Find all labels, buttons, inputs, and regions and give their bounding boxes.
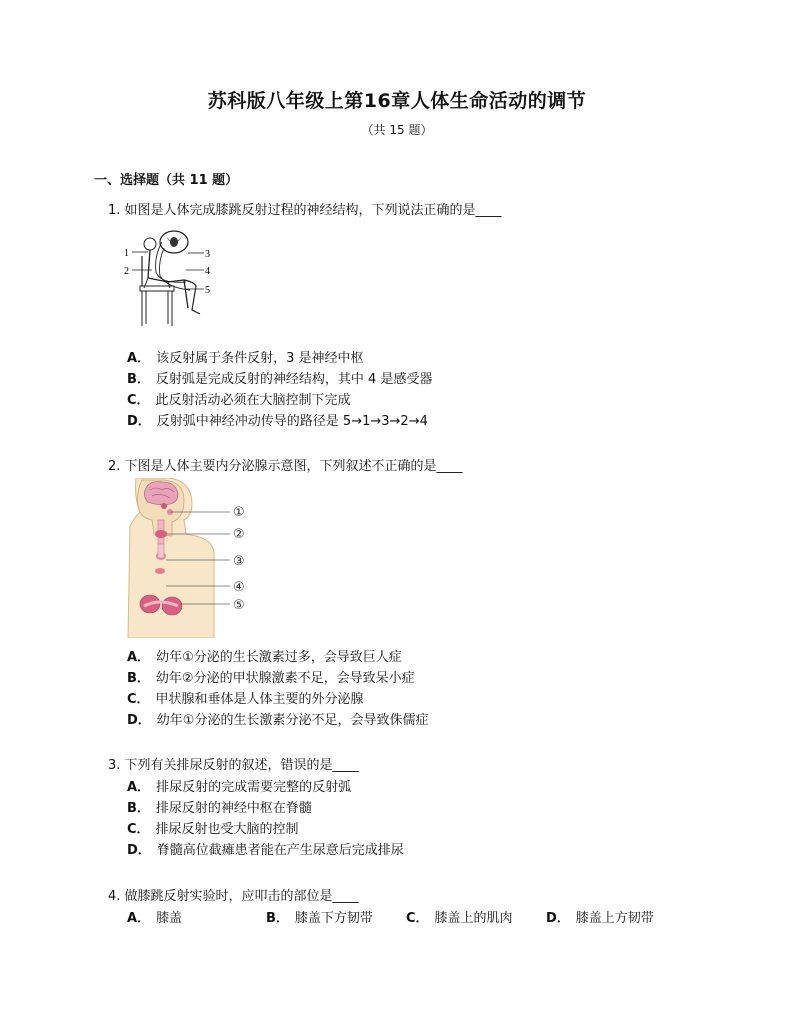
label-circled-3: ③ [233, 554, 245, 569]
option-c: C． 此反射活动必须在大脑控制下完成 [127, 393, 351, 408]
label-5: 5 [205, 285, 210, 296]
question-stem: 如图是人体完成膝跳反射过程的神经结构，下列说法正确的是____ [124, 203, 502, 218]
label-circled-5: ⑤ [233, 598, 245, 613]
question-number: 2. [108, 459, 121, 474]
label-circled-1: ① [233, 505, 245, 520]
option-d: D． 脊髓高位截瘫患者能在产生尿意后完成排尿 [127, 843, 404, 858]
question-3 [108, 754, 359, 773]
question-number: 3. [108, 758, 121, 773]
question-1 [108, 199, 502, 218]
option-b: B． 排尿反射的神经中枢在脊髓 [127, 801, 312, 816]
option-d: D． 膝盖上方韧带 [546, 911, 654, 926]
section-heading: 一、选择题（共 11 题） [94, 173, 239, 188]
label-3: 3 [205, 249, 210, 260]
question-number: 1. [108, 203, 121, 218]
option-c: C． 膝盖上的肌肉 [406, 911, 513, 926]
option-c: C． 甲状腺和垂体是人体主要的外分泌腺 [127, 692, 364, 707]
option-b: B． 反射弧是完成反射的神经结构，其中 4 是感受器 [127, 372, 433, 387]
question-stem: 下列有关排尿反射的叙述，错误的是____ [124, 758, 359, 773]
knee-jerk-reflex-diagram [124, 226, 216, 330]
label-4: 4 [205, 266, 210, 277]
option-d: D． 反射弧中神经冲动传导的路径是 5→1→3→2→4 [127, 414, 428, 429]
question-stem: 做膝跳反射实验时，应叩击的部位是____ [124, 889, 359, 904]
label-1: 1 [124, 248, 129, 259]
page-title: 苏科版八年级上第16章人体生命活动的调节 [207, 90, 587, 112]
option-a: A． 膝盖 [127, 911, 183, 926]
question-stem: 下图是人体主要内分泌腺示意图，下列叙述不正确的是____ [124, 459, 463, 474]
endocrine-glands-diagram [126, 478, 256, 638]
label-circled-2: ② [233, 527, 245, 542]
question-4 [108, 885, 359, 904]
question-count: （共 15 题） [361, 123, 433, 137]
option-d: D． 幼年①分泌的生长激素分泌不足，会导致侏儒症 [127, 713, 429, 728]
option-a: A． 幼年①分泌的生长激素过多，会导致巨人症 [127, 650, 402, 665]
question-2 [108, 455, 463, 474]
question-number: 4. [108, 889, 121, 904]
option-b: B． 幼年②分泌的甲状腺激素不足，会导致呆小症 [127, 671, 415, 686]
option-c: C． 排尿反射也受大脑的控制 [127, 822, 299, 837]
option-a: A． 排尿反射的完成需要完整的反射弧 [127, 780, 352, 795]
label-2: 2 [124, 266, 129, 277]
option-b: B． 膝盖下方韧带 [266, 911, 373, 926]
option-a: A． 该反射属于条件反射，3 是神经中枢 [127, 351, 364, 366]
label-circled-4: ④ [233, 580, 245, 595]
